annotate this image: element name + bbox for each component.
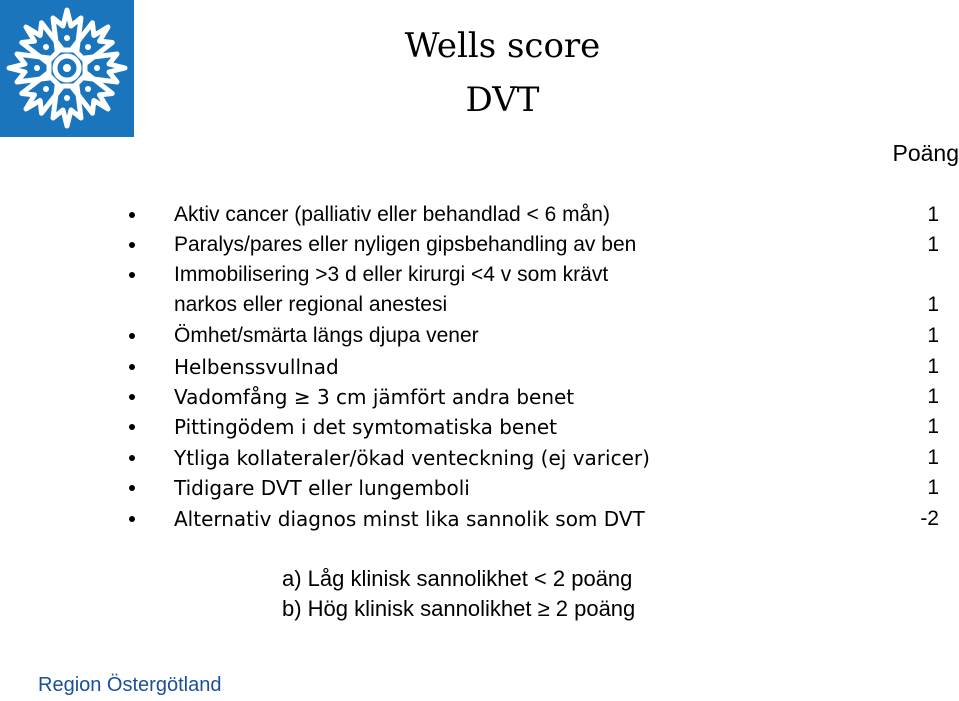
criterion-points: 1 <box>927 233 939 256</box>
criterion-row <box>0 353 959 383</box>
criterion-text: narkos eller regional anestesi <box>174 293 448 316</box>
criterion-row-continuation <box>0 291 959 321</box>
cornflower-logo-icon <box>0 0 134 137</box>
bullet-icon <box>129 272 135 278</box>
criterion-points: -2 <box>920 507 939 530</box>
criterion-text: Vadomfång ≥ 3 cm jämfört andra benet <box>174 385 575 409</box>
bullet-icon <box>129 212 135 218</box>
criterion-points: 1 <box>927 415 939 438</box>
criterion-row <box>0 231 959 261</box>
bullet-icon <box>129 242 135 248</box>
slide-subtitle: DVT <box>465 80 540 120</box>
criterion-text: Immobilisering >3 d eller kirurgi <4 v som krävt <box>174 263 609 286</box>
criterion-row <box>0 413 959 443</box>
criterion-row <box>0 444 959 474</box>
criterion-row <box>0 474 959 504</box>
bullet-icon <box>129 364 135 370</box>
criterion-text: Helbenssvullnad <box>174 355 339 379</box>
criterion-text: Pittingödem i det symtomatiska benet <box>174 415 558 439</box>
interpretation-high: b) Hög klinisk sannolikhet ≥ 2 poäng <box>282 596 636 621</box>
criterion-row <box>0 505 959 535</box>
criterion-row <box>0 322 959 352</box>
criterion-text: Alternativ diagnos minst lika sannolik som DVT <box>174 507 645 531</box>
interpretation-low: a) Låg klinisk sannolikhet < 2 poäng <box>282 566 633 591</box>
bullet-icon <box>129 455 135 461</box>
points-column-header: Poäng <box>892 140 959 166</box>
criterion-text: Ytliga kollateraler/ökad venteckning (ej varicer) <box>174 446 650 470</box>
bullet-icon <box>129 333 135 339</box>
criterion-points: 1 <box>927 293 939 316</box>
bullet-icon <box>129 394 135 400</box>
criterion-text: Tidigare DVT eller lungemboli <box>174 476 470 500</box>
criterion-text: Aktiv cancer (palliativ eller behandlad < 6 mån) <box>174 203 610 226</box>
criterion-row <box>0 383 959 413</box>
bullet-icon <box>129 485 135 491</box>
criterion-points: 1 <box>927 385 939 408</box>
criterion-points: 1 <box>927 324 939 347</box>
footer-brand-text: Region Östergötland <box>38 674 222 696</box>
bullet-icon <box>129 424 135 430</box>
slide-title: Wells score <box>404 26 601 66</box>
criterion-row <box>0 201 959 231</box>
criterion-text: Ömhet/smärta längs djupa vener <box>174 324 479 347</box>
criterion-points: 1 <box>927 476 939 499</box>
criterion-points: 1 <box>927 355 939 378</box>
criterion-points: 1 <box>927 446 939 469</box>
bullet-icon <box>129 516 135 522</box>
criterion-text: Paralys/pares eller nyligen gipsbehandling av ben <box>174 233 637 256</box>
criterion-points: 1 <box>927 203 939 226</box>
criterion-row <box>0 261 959 291</box>
